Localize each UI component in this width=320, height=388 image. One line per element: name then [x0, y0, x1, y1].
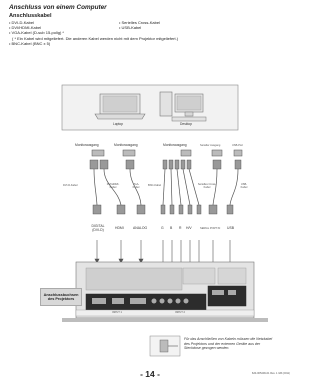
cable-label: Serielles Cross-Kabel — [197, 183, 217, 189]
laptop-label: Laptop — [113, 122, 124, 126]
list-item: ( * Ein Kabel wird mitgeliefert. Die anderen Kabel werden nicht mit dem Projektor mitgeliefert.) — [12, 35, 179, 41]
cable-label: DVI/HDMI-Kabel — [106, 183, 120, 189]
arrow-icons — [95, 240, 230, 263]
cable-label: VGA-Kabel — [132, 183, 140, 189]
panel-input2-label: INPUT 2 — [175, 311, 185, 314]
monitor-output-label: Monitorausgang — [114, 143, 138, 147]
page-title: Anschluss von einem Computer — [9, 4, 107, 11]
projector-panel — [62, 262, 268, 322]
cable-label: DVI-D-Kabel — [63, 184, 78, 187]
power-plug-icon — [150, 336, 180, 356]
list-item: • DVI-D-Kabel • Serielles Cross-Kabel — [9, 20, 160, 25]
cable-plug-icons-bottom — [93, 205, 233, 214]
projector-sockets-label: Anschlussbuchsen des Projektors — [40, 288, 82, 306]
port-label-hv: H/V — [186, 226, 192, 230]
list-item: • DVI/HDMI-Kabel • USB-Kabel — [9, 25, 142, 31]
port-label-r: R — [179, 226, 182, 230]
serial-output-label: Serieller Ausgang — [200, 144, 221, 147]
output-port-icons — [92, 150, 242, 156]
port-label-usb: USB — [227, 226, 234, 230]
port-label-g: G — [161, 226, 164, 230]
cable-plug-icons — [90, 160, 241, 169]
port-label-hdmi: HDMI — [115, 226, 124, 230]
cable-label: BNC-Kabel — [148, 184, 161, 187]
computer-frame — [62, 85, 238, 130]
list-item: • VGA-Kabel (D-sub 15-polig) * — [9, 30, 64, 36]
port-label-digital: DIGITAL (DVI-D) — [91, 224, 105, 232]
cable-label: USB-Kabel — [240, 183, 248, 189]
monitor-output-label: Monitorausgang — [75, 143, 99, 147]
page-number: - 14 - — [140, 369, 160, 379]
panel-input1-label: INPUT 1 — [112, 311, 122, 314]
port-label-analog: ANALOG — [133, 226, 148, 230]
laptop-icon — [95, 94, 145, 119]
list-item: • BNC-Kabel (BNC x 5) — [9, 40, 51, 46]
safety-note: Für das Anschließen von Kabeln müssen die Netzkabel des Projektors und der externen Geräte aus der Steckdose gezogen werden. — [184, 337, 273, 351]
section-subtitle: Anschlusskabel — [9, 13, 52, 19]
document-code: 620-005409-01 Rev. 1 GB (2011) — [251, 372, 290, 375]
monitor-output-label: Monitorausgang — [163, 143, 187, 147]
desktop-label: Desktop — [180, 122, 193, 126]
port-label-serial: SERIAL PORT IN — [200, 227, 221, 230]
port-label-b: B — [170, 226, 173, 230]
usb-port-label: USB-Port — [232, 144, 243, 147]
